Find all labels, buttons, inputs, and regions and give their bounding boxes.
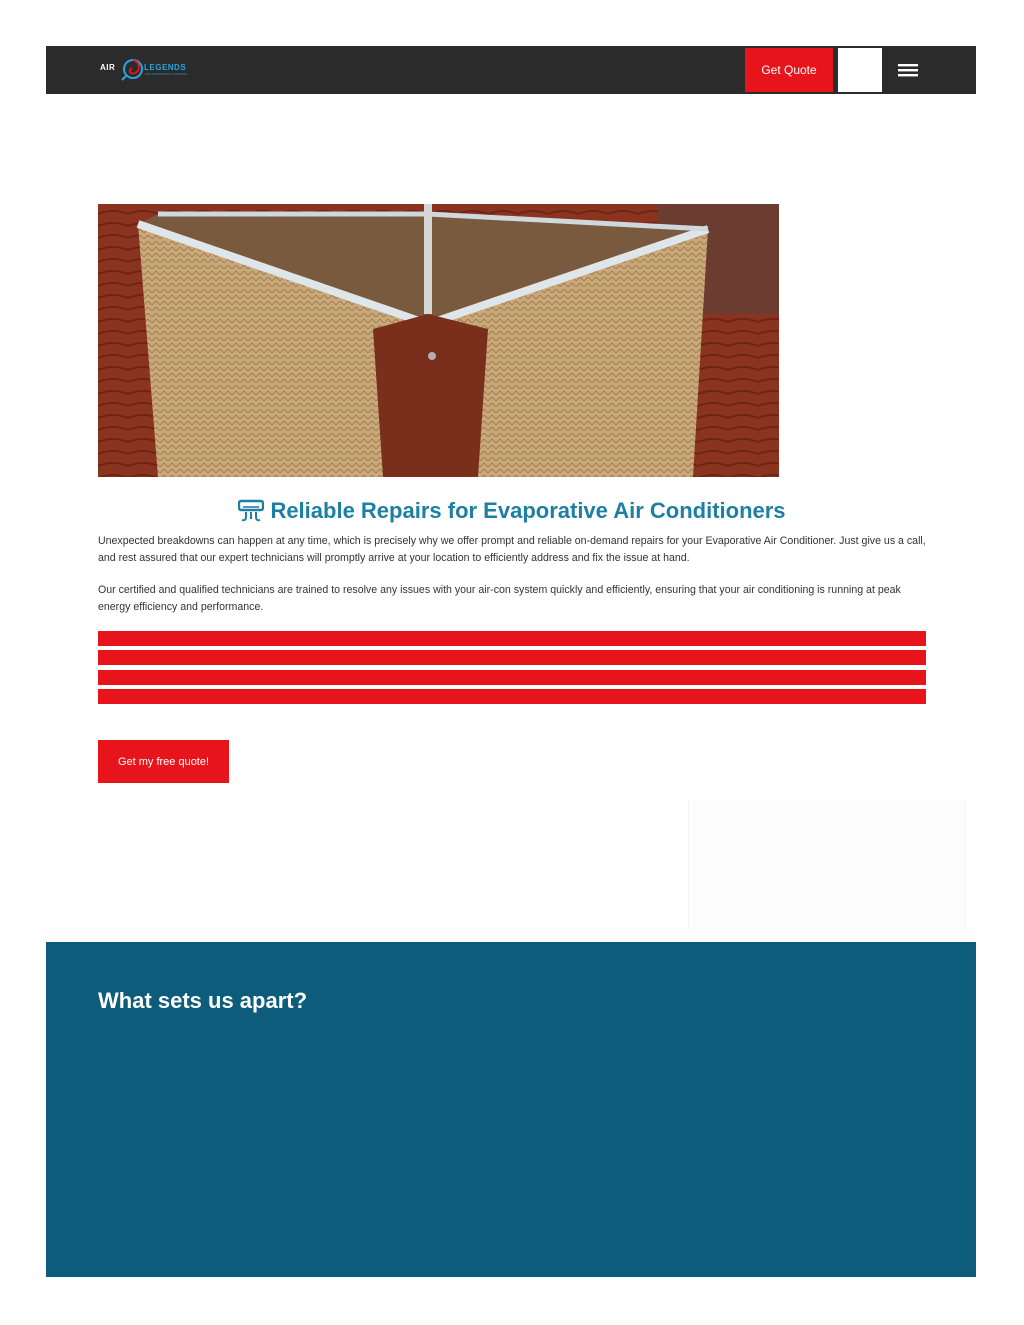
logo-word: LEGENDS bbox=[144, 63, 187, 72]
red-bar bbox=[98, 631, 926, 646]
intro-paragraph: Unexpected breakdowns can happen at any time, which is precisely why we offer prompt and reliable on-demand repairs for your Evaporative Air Conditioner. Just give us a call, and rest assured that our expert technicians will promptly arrive at your location to efficiently address and fix the issue at hand. bbox=[98, 535, 926, 564]
section-heading bbox=[98, 495, 926, 527]
free-quote-button[interactable]: Get my free quote! bbox=[98, 740, 229, 783]
logo-prefix: AIR bbox=[100, 63, 116, 72]
evaporative-cooler-photo bbox=[98, 204, 779, 477]
apart-title: What sets us apart? bbox=[98, 988, 308, 1013]
logo-swirl-icon bbox=[120, 56, 146, 82]
red-bar bbox=[98, 650, 926, 665]
red-bar bbox=[98, 689, 926, 704]
air-conditioner-icon bbox=[238, 499, 264, 523]
header-white-box bbox=[838, 48, 882, 92]
menu-button[interactable] bbox=[894, 58, 922, 82]
hamburger-menu-icon bbox=[894, 58, 922, 82]
logo-tagline: AIR CONDITIONING & HEATING bbox=[145, 73, 188, 76]
technicians-paragraph: Our certified and qualified technicians are trained to resolve any issues with your air-con system quickly and efficiently, ensuring that your air conditioning is running at peak energy efficiency and performance. bbox=[98, 584, 901, 613]
air-legends-logo[interactable] bbox=[100, 54, 196, 84]
empty-side-panel bbox=[688, 800, 966, 930]
get-quote-button[interactable]: Get Quote bbox=[745, 48, 833, 92]
section-title: Reliable Repairs for Evaporative Air Conditioners bbox=[270, 498, 786, 523]
site-header bbox=[46, 46, 976, 94]
what-sets-us-apart-section bbox=[46, 942, 976, 1277]
red-bar bbox=[98, 670, 926, 685]
